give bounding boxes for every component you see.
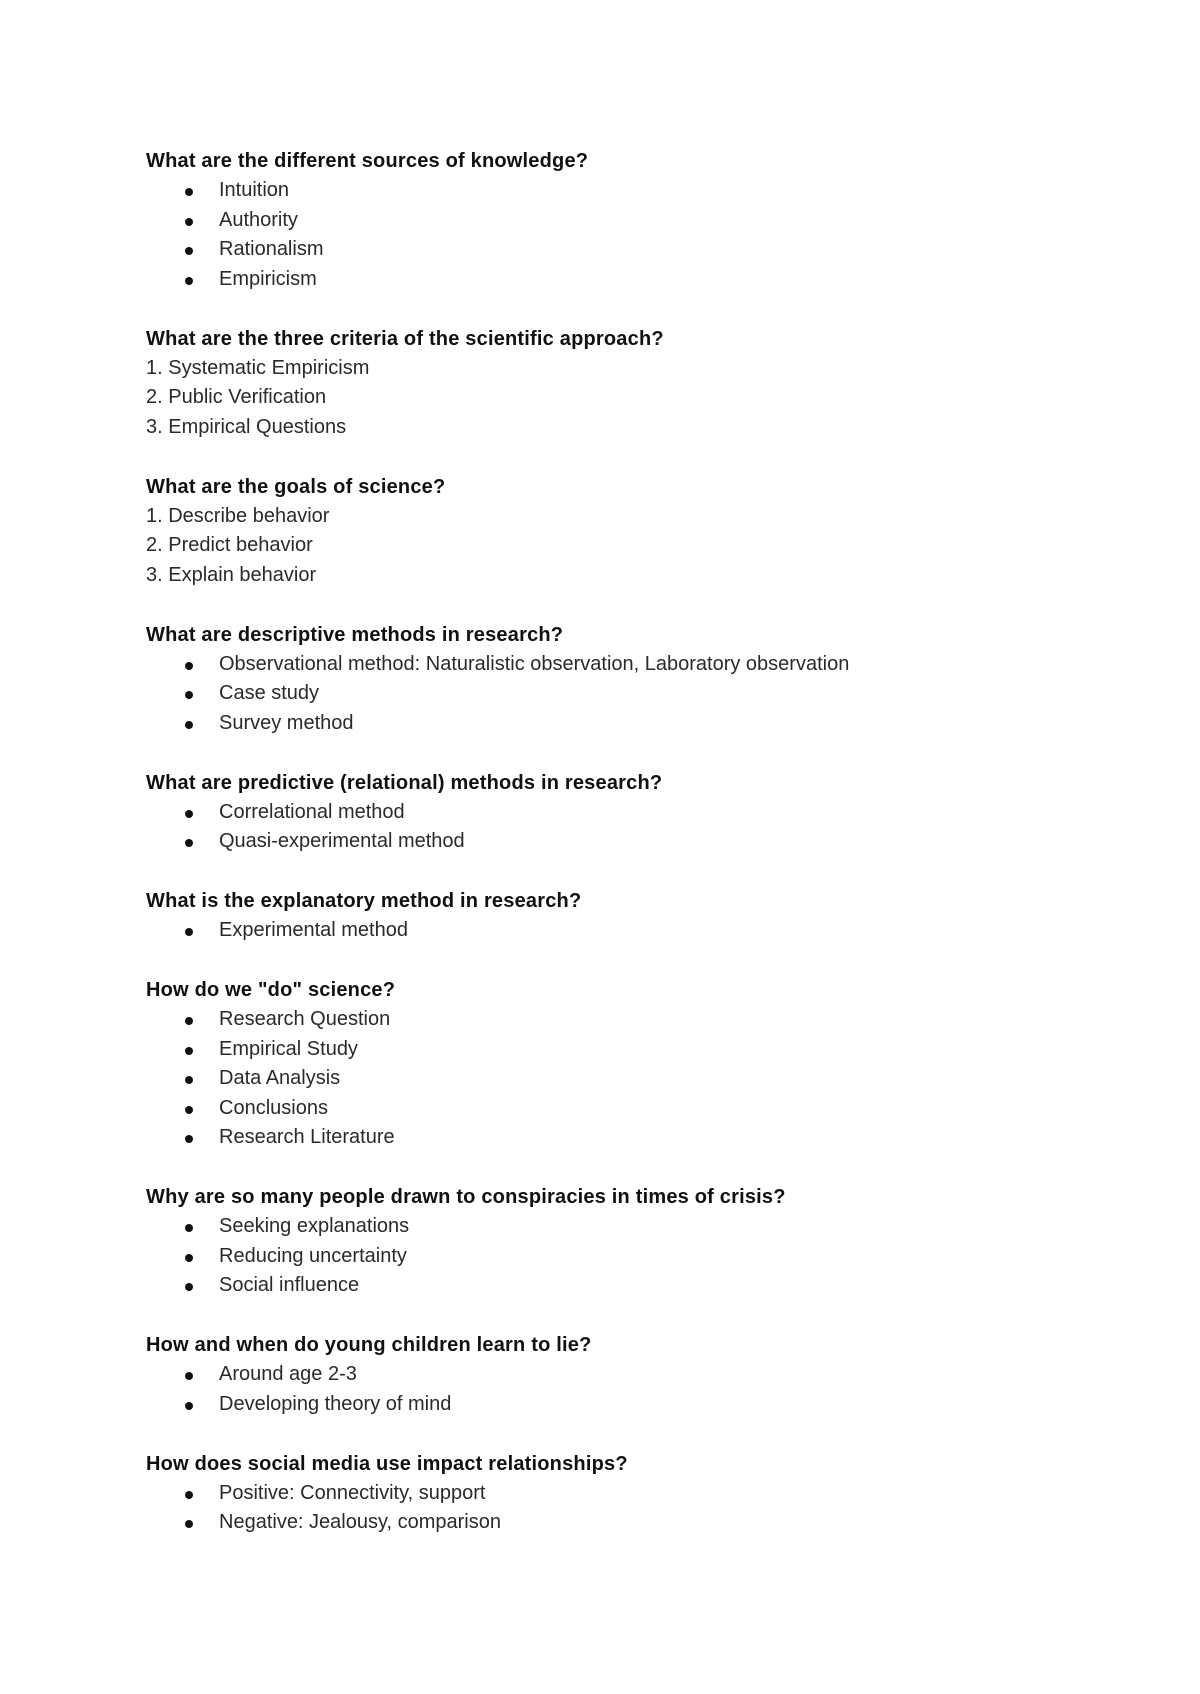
list-item: 1. Describe behavior xyxy=(146,504,330,527)
qa-section xyxy=(146,620,1126,739)
list-item: Quasi-experimental method xyxy=(146,827,1126,857)
question-heading: How and when do young children learn to lie? xyxy=(146,1334,592,1356)
numbered-list xyxy=(146,354,1126,443)
question-heading: What are descriptive methods in research? xyxy=(146,623,564,646)
list-item: 1. Systematic Empiricism xyxy=(146,356,370,379)
question-heading: What are the goals of science? xyxy=(146,475,446,498)
list-item: 2. Public Verification xyxy=(146,386,327,408)
list-item: Intuition xyxy=(146,176,1126,206)
list-item: 2. Predict behavior xyxy=(146,534,313,556)
list-item: Empiricism xyxy=(146,265,1126,295)
qa-section xyxy=(146,146,1126,294)
list-item: Research Question xyxy=(146,1005,1126,1035)
qa-section xyxy=(146,975,1126,1153)
document-page xyxy=(146,146,1126,1567)
list-item: Data Analysis xyxy=(146,1064,1126,1094)
qa-section xyxy=(146,768,1126,857)
question-heading: What is the explanatory method in research? xyxy=(146,890,582,912)
list-item: 3. Empirical Questions xyxy=(146,415,347,438)
qa-section xyxy=(146,1330,1126,1419)
list-item: Developing theory of mind xyxy=(146,1390,1126,1420)
bullet-list xyxy=(146,916,1126,946)
list-item: Negative: Jealousy, comparison xyxy=(146,1508,1126,1538)
question-heading: What are the three criteria of the scientific approach? xyxy=(146,327,664,350)
list-item: Survey method xyxy=(146,709,1126,739)
bullet-list xyxy=(146,650,1126,739)
list-item: Empirical Study xyxy=(146,1035,1126,1065)
list-item: Conclusions xyxy=(146,1094,1126,1124)
numbered-list xyxy=(146,502,1126,591)
list-item: Social influence xyxy=(146,1271,1126,1301)
list-item: Authority xyxy=(146,206,1126,236)
list-item: Research Literature xyxy=(146,1123,1126,1153)
sections-container xyxy=(146,146,1126,1538)
question-heading: What are predictive (relational) methods in research? xyxy=(146,771,663,794)
list-item: Experimental method xyxy=(146,916,1126,946)
question-heading: Why are so many people drawn to conspiracies in times of crisis? xyxy=(146,1186,786,1208)
list-item: Around age 2-3 xyxy=(146,1360,1126,1390)
list-item: Positive: Connectivity, support xyxy=(146,1479,1126,1509)
list-item: Observational method: Naturalistic observation, Laboratory observation xyxy=(146,650,1126,680)
qa-section xyxy=(146,1182,1126,1301)
list-item: Correlational method xyxy=(146,798,1126,828)
list-item: Reducing uncertainty xyxy=(146,1242,1126,1272)
list-item: Rationalism xyxy=(146,235,1126,265)
qa-section xyxy=(146,324,1126,443)
bullet-list xyxy=(146,1212,1126,1301)
qa-section xyxy=(146,472,1126,591)
bullet-list xyxy=(146,176,1126,294)
question-heading: What are the different sources of knowledge? xyxy=(146,150,589,172)
list-item: Seeking explanations xyxy=(146,1212,1126,1242)
qa-section xyxy=(146,1449,1126,1538)
list-item: 3. Explain behavior xyxy=(146,563,317,586)
bullet-list xyxy=(146,1360,1126,1419)
list-item: Case study xyxy=(146,679,1126,709)
question-heading: How do we "do" science? xyxy=(146,979,396,1001)
qa-section xyxy=(146,886,1126,946)
question-heading: How does social media use impact relationships? xyxy=(146,1452,628,1475)
bullet-list xyxy=(146,798,1126,857)
bullet-list xyxy=(146,1005,1126,1153)
bullet-list xyxy=(146,1479,1126,1538)
